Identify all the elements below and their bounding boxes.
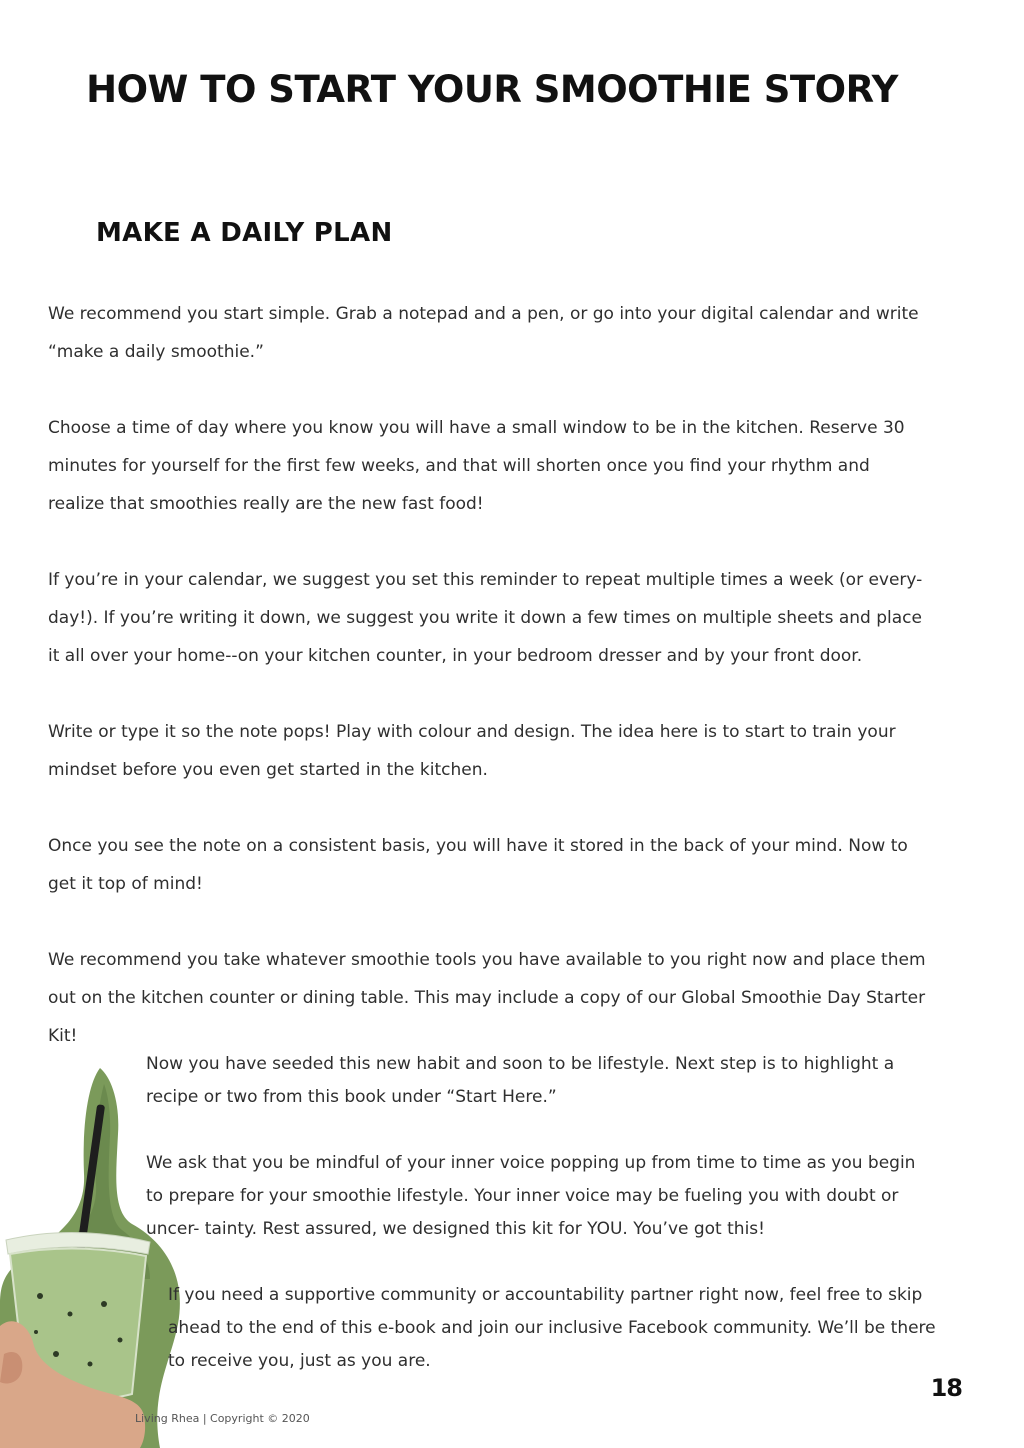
- paragraph: If you’re in your calendar, we suggest you set this reminder to repeat multiple times a week (or every-day!). If you’re writing it down, we suggest you write it down a few times on multiple sheets and place it all over your home--on your kitchen counter, in your bedroom dresser and by your front door.: [48, 570, 923, 666]
- paragraph: Now you have seeded this new habit and soon to be lifestyle. Next step is to highlight a recipe or two from this book under “Start Here.”: [146, 1054, 895, 1107]
- page-number: 18: [930, 1374, 962, 1402]
- section-heading: MAKE A DAILY PLAN: [96, 218, 393, 248]
- body-text: [48, 295, 928, 1055]
- lower-text: [146, 1048, 936, 1378]
- paragraph: Once you see the note on a consistent basis, you will have it stored in the back of your mind. Now to get it top of mind!: [48, 836, 908, 894]
- paragraph: We recommend you start simple. Grab a notepad and a pen, or go into your digital calendar and write “make a daily smoothie.”: [48, 304, 919, 362]
- page-title: HOW TO START YOUR SMOOTHIE STORY: [86, 68, 898, 111]
- paragraph: We ask that you be mindful of your inner voice popping up from time to time as you begin to prepare for your smoothie lifestyle. Your inner voice may be fueling you with doubt or uncer- tainty. Rest assured, we designed this kit for YOU. You’ve got this!: [146, 1153, 916, 1239]
- footer-copyright: Living Rhea | Copyright © 2020: [135, 1412, 310, 1425]
- paragraph: Write or type it so the note pops! Play with colour and design. The idea here is to start to train your mindset before you even get started in the kitchen.: [48, 722, 896, 780]
- paragraph: If you need a supportive community or accountability partner right now, feel free to skip ahead to the end of this e-book and join our inclusive Facebook community. We’ll be there to receive you, just as you are.: [168, 1285, 936, 1371]
- paragraph: Choose a time of day where you know you will have a small window to be in the kitchen. Reserve 30 minutes for yourself for the first few weeks, and that will shorten once you find your rhythm and realize that smoothies really are the new fast food!: [48, 418, 905, 514]
- paragraph: We recommend you take whatever smoothie tools you have available to you right now and place them out on the kitchen counter or dining table. This may include a copy of our Global Smoothie Day Starter Kit!: [48, 950, 926, 1046]
